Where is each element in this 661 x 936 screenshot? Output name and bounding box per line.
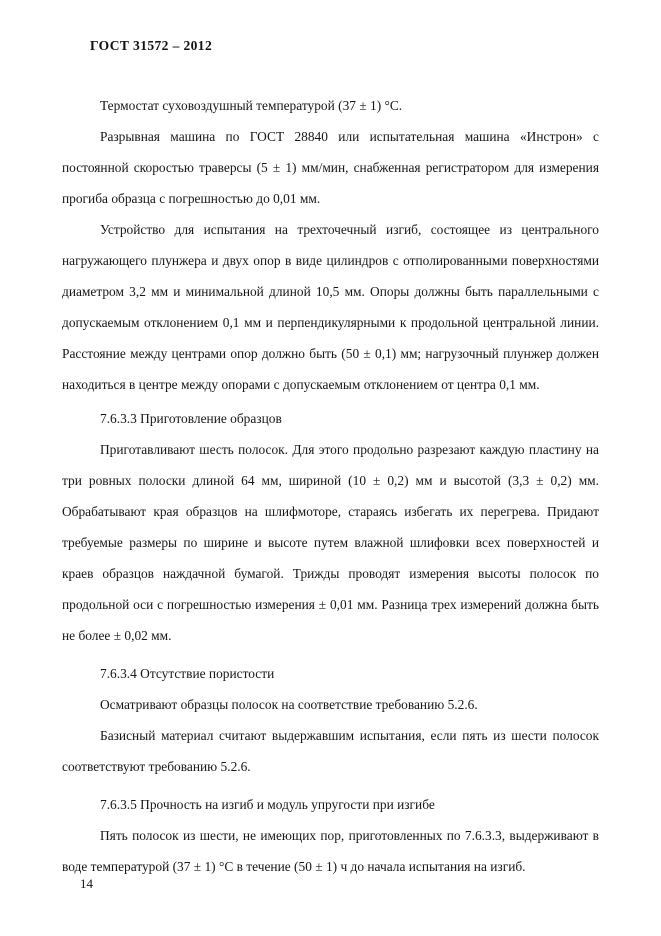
spacer bbox=[62, 782, 599, 789]
page-number: 14 bbox=[80, 876, 93, 891]
clause-heading: 7.6.3.5 Прочность на изгиб и модуль упругости при изгибе bbox=[100, 797, 435, 812]
paragraph: Разрывная машина по ГОСТ 28840 или испытательная машина «Инстрон» с постоянной скоростью траверсы (5 ± 1) мм/мин, снабженная регистратором для измерения прогиба образца с погрешностью до 0,01 мм. bbox=[62, 129, 599, 206]
clause-heading: 7.6.3.4 Отсутствие пористости bbox=[100, 666, 275, 681]
paragraph: Осматривают образцы полосок на соответствие требованию 5.2.6. bbox=[100, 697, 478, 712]
spacer bbox=[62, 651, 599, 658]
clause-heading: 7.6.3.3 Приготовление образцов bbox=[100, 411, 282, 426]
paragraph: Приготавливают шесть полосок. Для этого продольно разрезают каждую пластину на три ровных полоски длиной 64 мм, шириной (10 ± 0,2) мм и высотой (3,3 ± 0,2) мм. Обрабатывают края образцов на шлифмоторе, стараясь избегать их перегрева. Придают требуемые размеры по ширине и высоте путем влажной шлифовки всех поверхностей и краев образцов наждачной бумагой. Трижды проводят измерения высоты полосок по продольной оси с погрешностью измерения ± 0,01 мм. Разница трех измерений должна быть не более ± 0,02 мм. bbox=[62, 442, 599, 643]
paragraph: Базисный материал считают выдержавшим испытания, если пять из шести полосок соответствуют требованию 5.2.6. bbox=[62, 728, 599, 774]
paragraph: Пять полосок из шести, не имеющих пор, приготовленных по 7.6.3.3, выдерживают в воде температурой (37 ± 1) °С в течение (50 ± 1) ч до начала испытания на изгиб. bbox=[62, 828, 599, 874]
paragraph: Термостат суховоздушный температурой (37 ± 1) °С. bbox=[100, 98, 403, 113]
document-body bbox=[62, 90, 599, 882]
paragraph: Устройство для испытания на трехточечный изгиб, состоящее из центрального нагружающего плунжера и двух опор в виде цилиндров с отполированными поверхностями диаметром 3,2 мм и минимальной длиной 10,5 мм. Опоры должны быть параллельными с допускаемым отклонением 0,1 мм и перпендикулярными к продольной центральной линии. Расстояние между центрами опор должно быть (50 ± 0,1) мм; нагрузочный плунжер должен находиться в центре между опорами с допускаемым отклонением от центра 0,1 мм. bbox=[62, 222, 599, 392]
page-header: ГОСТ 31572 – 2012 bbox=[90, 38, 213, 53]
